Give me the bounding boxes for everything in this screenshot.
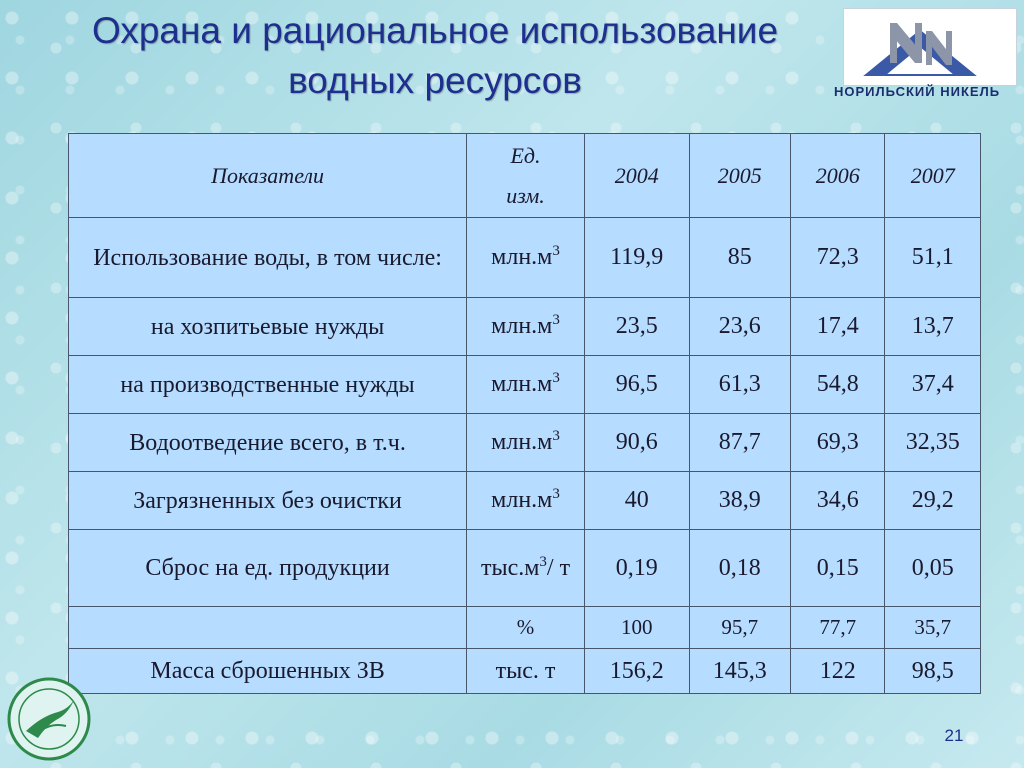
cell-value: 61,3 — [689, 356, 791, 414]
cell-value: 85 — [689, 218, 791, 298]
row-unit: тыс. т — [467, 649, 585, 694]
row-label: Сброс на ед. продукции — [69, 530, 467, 607]
slide-title — [40, 6, 830, 106]
cell-value: 69,3 — [791, 414, 885, 472]
header-indicator: Показатели — [69, 134, 467, 218]
cell-value: 38,9 — [689, 472, 791, 530]
table-header-row — [69, 134, 981, 218]
cell-value: 100 — [584, 607, 689, 649]
page-number: 21 — [944, 726, 964, 745]
unit-text: млн.м — [491, 244, 553, 270]
row-unit — [467, 356, 585, 414]
row-label: Масса сброшенных ЗВ — [69, 649, 467, 694]
row-unit — [467, 218, 585, 298]
cell-value: 29,2 — [885, 472, 981, 530]
unit-superscript: 3 — [552, 243, 560, 259]
unit-tail: / т — [546, 555, 571, 581]
table-row — [69, 649, 981, 694]
ecology-bird-seal-icon — [6, 676, 92, 762]
cell-value: 23,5 — [584, 298, 689, 356]
unit-superscript: 3 — [552, 486, 560, 502]
cell-value: 77,7 — [791, 607, 885, 649]
cell-value: 0,19 — [584, 530, 689, 607]
cell-value: 96,5 — [584, 356, 689, 414]
cell-value: 119,9 — [584, 218, 689, 298]
cell-value: 90,6 — [584, 414, 689, 472]
row-unit — [467, 472, 585, 530]
header-unit-line-2: изм. — [506, 182, 545, 208]
cell-value: 23,6 — [689, 298, 791, 356]
title-line-2: водных ресурсов — [288, 60, 582, 101]
header-year: 2007 — [885, 134, 981, 218]
cell-value: 0,15 — [791, 530, 885, 607]
cell-value: 40 — [584, 472, 689, 530]
cell-value: 54,8 — [791, 356, 885, 414]
unit-superscript: 3 — [552, 428, 560, 444]
cell-value: 0,18 — [689, 530, 791, 607]
cell-value: 35,7 — [885, 607, 981, 649]
water-resources-table — [68, 133, 981, 694]
cell-value: 32,35 — [885, 414, 981, 472]
cell-value: 156,2 — [584, 649, 689, 694]
row-label: Использование воды, в том числе: — [69, 218, 467, 298]
cell-value: 122 — [791, 649, 885, 694]
cell-value: 72,3 — [791, 218, 885, 298]
norilsk-nickel-logo-icon — [843, 8, 1017, 86]
row-label: на производственные нужды — [69, 356, 467, 414]
cell-value: 145,3 — [689, 649, 791, 694]
row-label: Водоотведение всего, в т.ч. — [69, 414, 467, 472]
cell-value: 98,5 — [885, 649, 981, 694]
table-row — [69, 607, 981, 649]
cell-value: 51,1 — [885, 218, 981, 298]
unit-superscript: 3 — [539, 554, 547, 570]
row-label — [69, 607, 467, 649]
row-label: на хозпитьевые нужды — [69, 298, 467, 356]
table-row — [69, 218, 981, 298]
unit-text: млн.м — [491, 487, 553, 513]
row-unit — [467, 530, 585, 607]
header-unit — [467, 134, 585, 218]
header-unit-line-1: Ед. — [510, 142, 541, 168]
header-year: 2006 — [791, 134, 885, 218]
row-unit — [467, 414, 585, 472]
cell-value: 34,6 — [791, 472, 885, 530]
cell-value: 37,4 — [885, 356, 981, 414]
unit-superscript: 3 — [552, 312, 560, 328]
row-unit: % — [467, 607, 585, 649]
row-label: Загрязненных без очистки — [69, 472, 467, 530]
unit-text: млн.м — [491, 371, 553, 397]
cell-value: 17,4 — [791, 298, 885, 356]
header-year: 2005 — [689, 134, 791, 218]
unit-superscript: 3 — [552, 370, 560, 386]
cell-value: 0,05 — [885, 530, 981, 607]
unit-text: млн.м — [491, 313, 553, 339]
cell-value: 95,7 — [689, 607, 791, 649]
table-row — [69, 298, 981, 356]
title-line-1: Охрана и рациональное использование — [91, 10, 779, 51]
row-unit — [467, 298, 585, 356]
header-year: 2004 — [584, 134, 689, 218]
unit-text: тыс.м — [480, 555, 540, 581]
table-row — [69, 356, 981, 414]
cell-value: 87,7 — [689, 414, 791, 472]
unit-text: млн.м — [491, 429, 553, 455]
cell-value: 13,7 — [885, 298, 981, 356]
table-row — [69, 472, 981, 530]
table-row — [69, 414, 981, 472]
table-row — [69, 530, 981, 607]
company-name: НОРИЛЬСКИЙ НИКЕЛЬ — [833, 84, 1001, 99]
